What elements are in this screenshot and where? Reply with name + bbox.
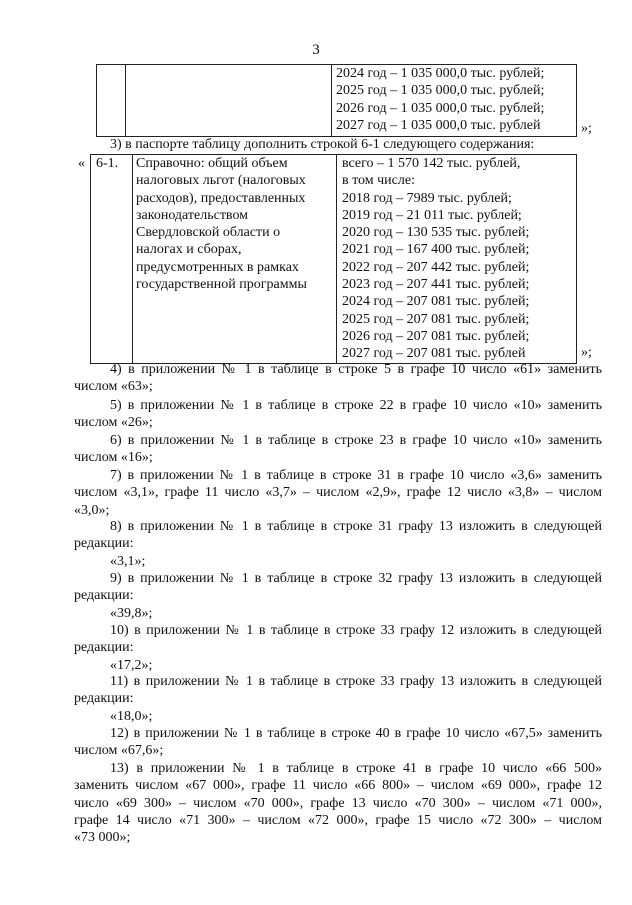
item-4: 4) в приложении № 1 в таблице в строке 5 в графе 10 число «61» заменить числом «63»; xyxy=(74,362,602,395)
table-row xyxy=(97,65,577,137)
item-7: 7) в приложении № 1 в таблице в строке 31 в графе 10 число «3,6» заменить числом «3,1», графе 11 число «3,7» – числом «2,9», графе 12 число «3,8» – числом «3,0»; xyxy=(74,468,602,518)
value-line: 2026 год – 1 035 000,0 тыс. рублей; xyxy=(336,100,545,116)
row-number-cell: 6-1. xyxy=(91,155,133,364)
item-8: 8) в приложении № 1 в таблице в строке 31 графу 13 изложить в следующей редакции: «3,1»; xyxy=(74,519,602,569)
page-number: 3 xyxy=(312,42,320,58)
value-line: 2025 год – 1 035 000,0 тыс. рублей; xyxy=(336,83,545,99)
value-line: 2024 год – 1 035 000,0 тыс. рублей; xyxy=(336,66,545,81)
item-3: 3) в паспорте таблицу дополнить строкой 6-1 следующего содержания: xyxy=(110,137,535,152)
passport-table-continuation xyxy=(96,64,577,137)
closing-quote: »; xyxy=(581,345,592,360)
item-11: 11) в приложении № 1 в таблице в строке 33 графу 13 изложить в следующей редакции: «18,0»; xyxy=(74,674,602,724)
table-cell-number xyxy=(97,65,126,137)
row-values-cell: всего – 1 570 142 тыс. рублей, в том числе: 2018 год – 7989 тыс. рублей; 2019 год – 21 011 тыс. рублей; 2020 год – 130 535 тыс. рублей; 2021 год – 167 400 тыс. рублей; 2022 год – 207 442 тыс. рублей; 2023 год – 207 441 тыс. рублей; 2024 год – 207 081 тыс. рублей; 2025 год – 207 081 тыс. рублей; 2026 год – 207 081 тыс. рублей; 2027 год – 207 081 тыс. рублей xyxy=(337,155,577,364)
closing-quote: »; xyxy=(581,121,592,136)
table-cell-description xyxy=(126,65,332,137)
table-row xyxy=(91,155,577,364)
item-6: 6) в приложении № 1 в таблице в строке 23 в графе 10 число «10» заменить числом «16»; xyxy=(74,433,602,466)
value-line: 2027 год – 1 035 000,0 тыс. рублей xyxy=(336,117,541,133)
opening-quote: « xyxy=(78,156,85,171)
item-10: 10) в приложении № 1 в таблице в строке 33 графу 12 изложить в следующей редакции: «17,2»; xyxy=(74,623,602,673)
table-cell-values xyxy=(332,65,577,137)
item-5: 5) в приложении № 1 в таблице в строке 22 в графе 10 число «10» заменить числом «26»; xyxy=(74,398,602,431)
row-description-cell: Справочно: общий объем налоговых льгот (налоговых расходов), предоставленных законодательством Свердловской области о налогах и сборах, предусмотренных в рамках государственной программы xyxy=(133,155,337,364)
row-6-1-table xyxy=(90,154,577,364)
item-9: 9) в приложении № 1 в таблице в строке 32 графу 13 изложить в следующей редакции: «39,8»; xyxy=(74,571,602,621)
item-13: 13) в приложении № 1 в таблице в строке 41 в графе 10 число «66 500» заменить числом «67 000», графе 11 число «66 800» – числом «69 000», графе 12 число «69 300» – числом «70 000», графе 13 число «70 300» – числом «71 000», графе 14 число «71 300» – числом «72 000», графе 15 число «72 300» – числом «73 000»; xyxy=(74,761,602,846)
item-12: 12) в приложении № 1 в таблице в строке 40 в графе 10 число «67,5» заменить числом «67,6»; xyxy=(74,726,602,759)
